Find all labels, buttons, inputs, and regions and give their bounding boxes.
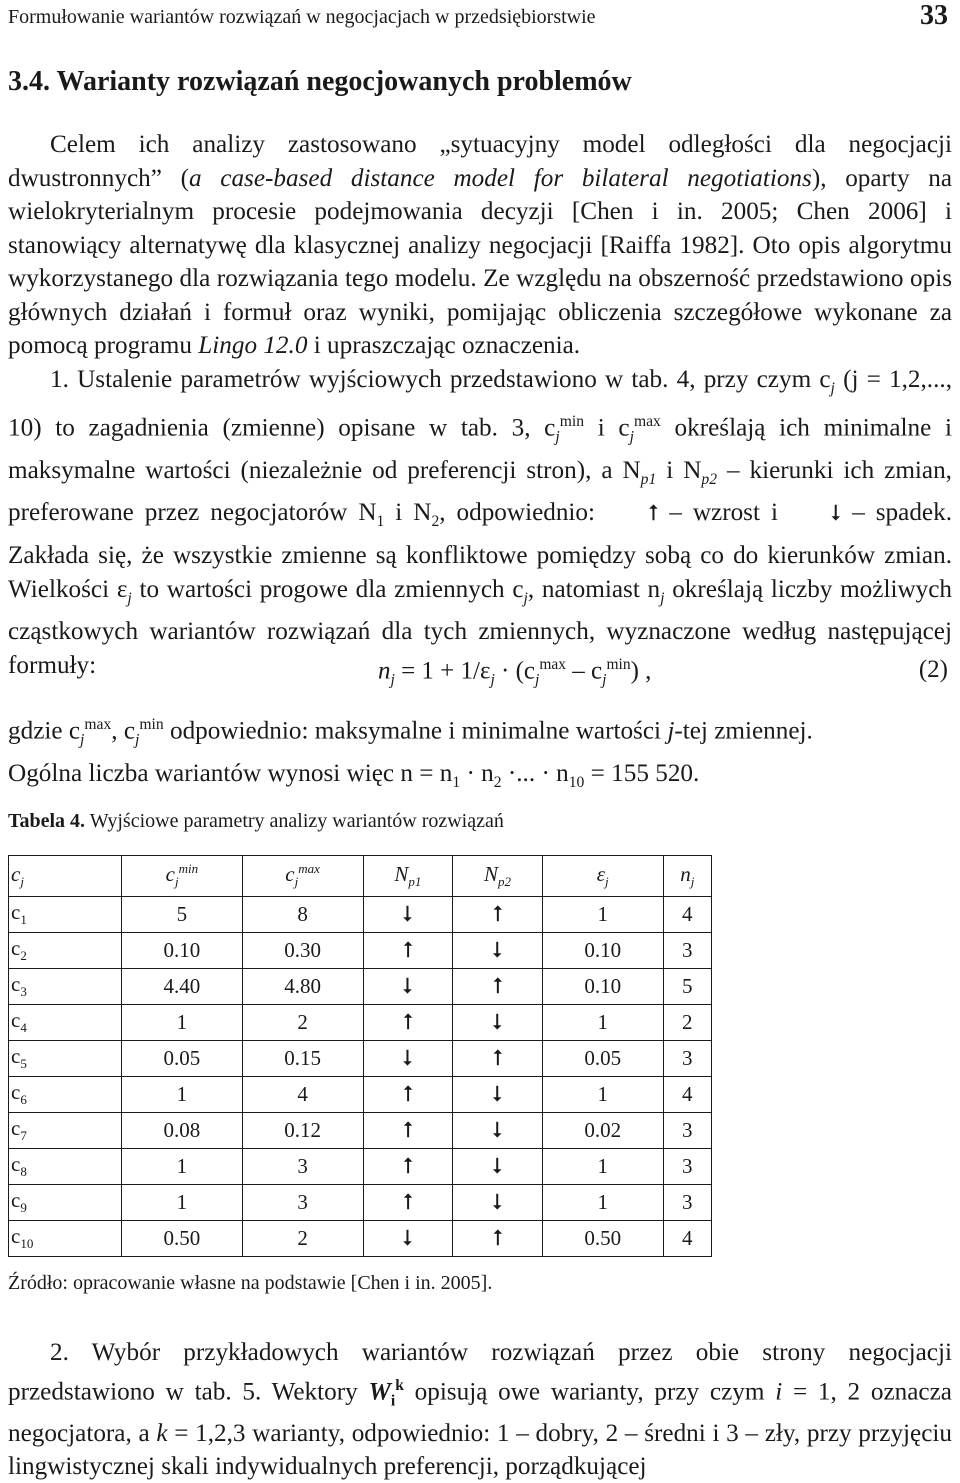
table-cell: $c_2$ (9, 933, 122, 969)
arrow-up-icon: ⭡ (402, 1009, 413, 1034)
table-cell: $c_7$ (9, 1113, 122, 1149)
table-cell: $c_1$ (9, 897, 122, 933)
table-cell: 1 (542, 1185, 663, 1221)
table-cell (453, 933, 543, 969)
arrow-up-icon: ⭡ (492, 1225, 503, 1250)
arrow-down-icon: ⭣ (402, 901, 413, 926)
arrow-up-icon: ⭡ (402, 1189, 413, 1214)
arrow-up-icon: ⭡ (492, 973, 503, 998)
table-cell: $c_3$ (9, 969, 122, 1005)
table-cell: 0.10 (122, 933, 243, 969)
table-cell: 5 (663, 969, 711, 1005)
arrow-up-icon: ⭡ (492, 1045, 503, 1070)
header-epsilon: $\varepsilon_j$ (542, 856, 663, 897)
header-cmin: $c_j^{min}$ (122, 856, 243, 897)
table-cell: 5 (122, 897, 243, 933)
table-cell (363, 1149, 453, 1185)
paragraph-intro: Celem ich analizy zastosowano „sytuacyjny model odległości dla negocjacji dwustronnych” (a case-based distance model for bilateral negotiations), oparty na wielokryterialnym procesie podejmowania decyzji [Chen i in. 2005; Chen 2006] i stanowiący alternatywę dla klasycznej analizy negocjacji [Raiffa 1982]. Oto opis algorytmu wykorzystanego dla rozwiązania tego modelu. Ze względu na obszerność przedstawiono opis głównych działań i formuł oraz wyniki, pomijając obliczenia szczegółowe wykonane za pomocą programu Lingo 12.0 i upraszczając oznaczenia. (8, 131, 952, 359)
table-cell (363, 933, 453, 969)
table-cell: 3 (663, 933, 711, 969)
table-cell: 0.50 (122, 1221, 243, 1257)
table-cell: 0.50 (542, 1221, 663, 1257)
equation-formula: $n_j = 1 + 1/\varepsilon_j \cdot (c_j^{max} - c_j^{min})$ , (378, 656, 652, 689)
table-cell: 0.02 (542, 1113, 663, 1149)
table-cell: $c_8$ (9, 1149, 122, 1185)
table-cell: 0.05 (122, 1041, 243, 1077)
paragraph-step2: 2. Wybór przykładowych wariantów rozwiązań przez obie strony negocjacji przedstawiono w tab. 5. Wektory $W_i^k$ opisują owe warianty, przy czym i = 1, 2 oznacza negocjatora, a k = 1,2,3 warianty, odpowiednio: 1 – dobry, 2 – średni i 3 – zły, przy przyjęciu lingwistycznej skali indywidualnych preferencji, porządkującej (8, 1339, 953, 1481)
arrow-down-icon: ⭣ (492, 937, 503, 962)
table-row (9, 1077, 712, 1113)
table-row (9, 1041, 712, 1077)
table-cell: 8 (242, 897, 363, 933)
table-row (9, 1221, 712, 1257)
table-header-row (9, 856, 712, 897)
table-cell: 0.15 (242, 1041, 363, 1077)
table-cell (363, 1185, 453, 1221)
header-title: Formułowanie wariantów rozwiązań w negocjacjach w przedsiębiorstwie (8, 6, 596, 28)
table-cell: 0.08 (122, 1113, 243, 1149)
arrow-up-icon: ⭡ (492, 901, 503, 926)
table-cell (453, 1077, 543, 1113)
table-cell (453, 969, 543, 1005)
arrow-down-icon: ⭣ (402, 973, 413, 998)
table-cell: $c_4$ (9, 1005, 122, 1041)
table-cell (453, 1041, 543, 1077)
table-cell: 4.40 (122, 969, 243, 1005)
table-cell: 1 (542, 1077, 663, 1113)
table-cell (453, 1149, 543, 1185)
table-cell: 2 (663, 1005, 711, 1041)
table-cell: $c_9$ (9, 1185, 122, 1221)
total-variants-line: Ogólna liczba wariantów wynosi więc $n = n_1 \cdot n_2$ ·... · $n_{10} = 155$ 520. (8, 760, 700, 792)
arrow-down-icon: ⭣ (402, 1225, 413, 1250)
equation-2 (8, 656, 952, 690)
header-cj: $c_j$ (9, 856, 122, 897)
table-cell (363, 969, 453, 1005)
table-cell: 2 (242, 1221, 363, 1257)
table-cell: 3 (663, 1113, 711, 1149)
table-row (9, 1005, 712, 1041)
table-row (9, 897, 712, 933)
table-cell (363, 1077, 453, 1113)
table-row (9, 1113, 712, 1149)
table-cell: 4.80 (242, 969, 363, 1005)
table-cell (363, 1113, 453, 1149)
table-cell: 3 (242, 1149, 363, 1185)
arrow-down-icon: ⭣ (492, 1009, 503, 1034)
table-cell: 0.05 (542, 1041, 663, 1077)
table-cell: 1 (122, 1077, 243, 1113)
header-cmax: $c_j^{max}$ (242, 856, 363, 897)
arrow-up-icon: ⭡ (402, 1153, 413, 1178)
table-cell: 2 (242, 1005, 363, 1041)
arrow-up-icon: ⭡ (402, 937, 413, 962)
running-header (8, 2, 952, 32)
arrow-up-icon: ⭡ (402, 1081, 413, 1106)
arrow-down-icon: ⭣ (492, 1117, 503, 1142)
table-cell: 3 (663, 1185, 711, 1221)
table-cell: 1 (122, 1185, 243, 1221)
equation-explanation (8, 708, 952, 800)
table-cell: 1 (122, 1149, 243, 1185)
table-cell: 1 (542, 1149, 663, 1185)
table-cell: 3 (663, 1041, 711, 1077)
body-text (8, 128, 952, 682)
arrow-down-icon: ⭣ (492, 1153, 503, 1178)
table-cell (453, 1185, 543, 1221)
table-cell (453, 1113, 543, 1149)
table-cell: 0.10 (542, 969, 663, 1005)
table-cell: 1 (542, 897, 663, 933)
table-cell: 1 (122, 1005, 243, 1041)
table-cell: 3 (242, 1185, 363, 1221)
table-cell (363, 897, 453, 933)
header-nj: $n_j$ (663, 856, 711, 897)
table-cell: $c_6$ (9, 1077, 122, 1113)
table-cell (363, 1005, 453, 1041)
table-cell: 0.12 (242, 1113, 363, 1149)
parameters-table (8, 855, 712, 1257)
table-caption: Tabela 4. Wyjściowe parametry analizy wariantów rozwiązań (8, 810, 504, 832)
table-cell (453, 1221, 543, 1257)
paragraph-step1: 1. Ustalenie parametrów wyjściowych przedstawiono w tab. 4, przy czym $c_j$ (j = 1,2,..., 10) to zagadnienia (zmienne) opisane w tab. 3, $c_j^{min}$ i $c_j^{max}$ określają ich minimalne i maksymalne wartości (niezależnie od preferencji stron), a $N_{p1}$ i $N_{p2}$ – kierunki ich zmian, preferowane przez negocjatorów $N_1$ i $N_2$, odpowiednio: ⭡ – wzrost i ⭣ – spadek. Zakłada się, że wszystkie zmienne są konfliktowe pomiędzy sobą co do kierunków zmian. Wielkości $\varepsilon_j$ to wartości progowe dla zmiennych $c_j$, natomiast $n_j$ określają liczby możliwych cząstkowych wariantów rozwiązań dla tych zmiennych, wyznaczone według następującej formuły: (8, 365, 953, 679)
equation-number: (2) (918, 656, 948, 683)
table-cell (453, 897, 543, 933)
table-cell: 4 (663, 1221, 711, 1257)
table-cell (453, 1005, 543, 1041)
table-cell: 4 (663, 1077, 711, 1113)
table-cell: 4 (242, 1077, 363, 1113)
explanation-line: gdzie $c_j^{max}$, $c_j^{min}$ odpowiednio: maksymalne i minimalne wartości j-tej zmiennej. (8, 716, 813, 749)
table-cell (363, 1221, 453, 1257)
table-cell: $c_5$ (9, 1041, 122, 1077)
table-row (9, 1185, 712, 1221)
arrow-up-icon: ⭡ (402, 1117, 413, 1142)
table-row (9, 1149, 712, 1185)
arrow-down-icon: ⭣ (492, 1189, 503, 1214)
table-cell: 4 (663, 897, 711, 933)
header-np2: $N_{p2}$ (453, 856, 543, 897)
arrow-down-icon: ⭣ (402, 1045, 413, 1070)
arrow-down-icon: ⭣ (830, 500, 842, 526)
table-cell (363, 1041, 453, 1077)
section-title: 3.4. Warianty rozwiązań negocjowanych problemów (8, 66, 632, 97)
table-cell: 0.30 (242, 933, 363, 969)
table-row (9, 933, 712, 969)
table-cell: 3 (663, 1149, 711, 1185)
arrow-down-icon: ⭣ (492, 1081, 503, 1106)
table-cell: 0.10 (542, 933, 663, 969)
header-np1: $N_{p1}$ (363, 856, 453, 897)
table-cell: $c_{10}$ (9, 1221, 122, 1257)
table-row (9, 969, 712, 1005)
table-cell: 1 (542, 1005, 663, 1041)
table-source: Źródło: opracowanie własne na podstawie [Chen i in. 2005]. (8, 1272, 493, 1294)
page-number: 33 (920, 0, 948, 31)
arrow-up-icon: ⭡ (647, 500, 659, 526)
